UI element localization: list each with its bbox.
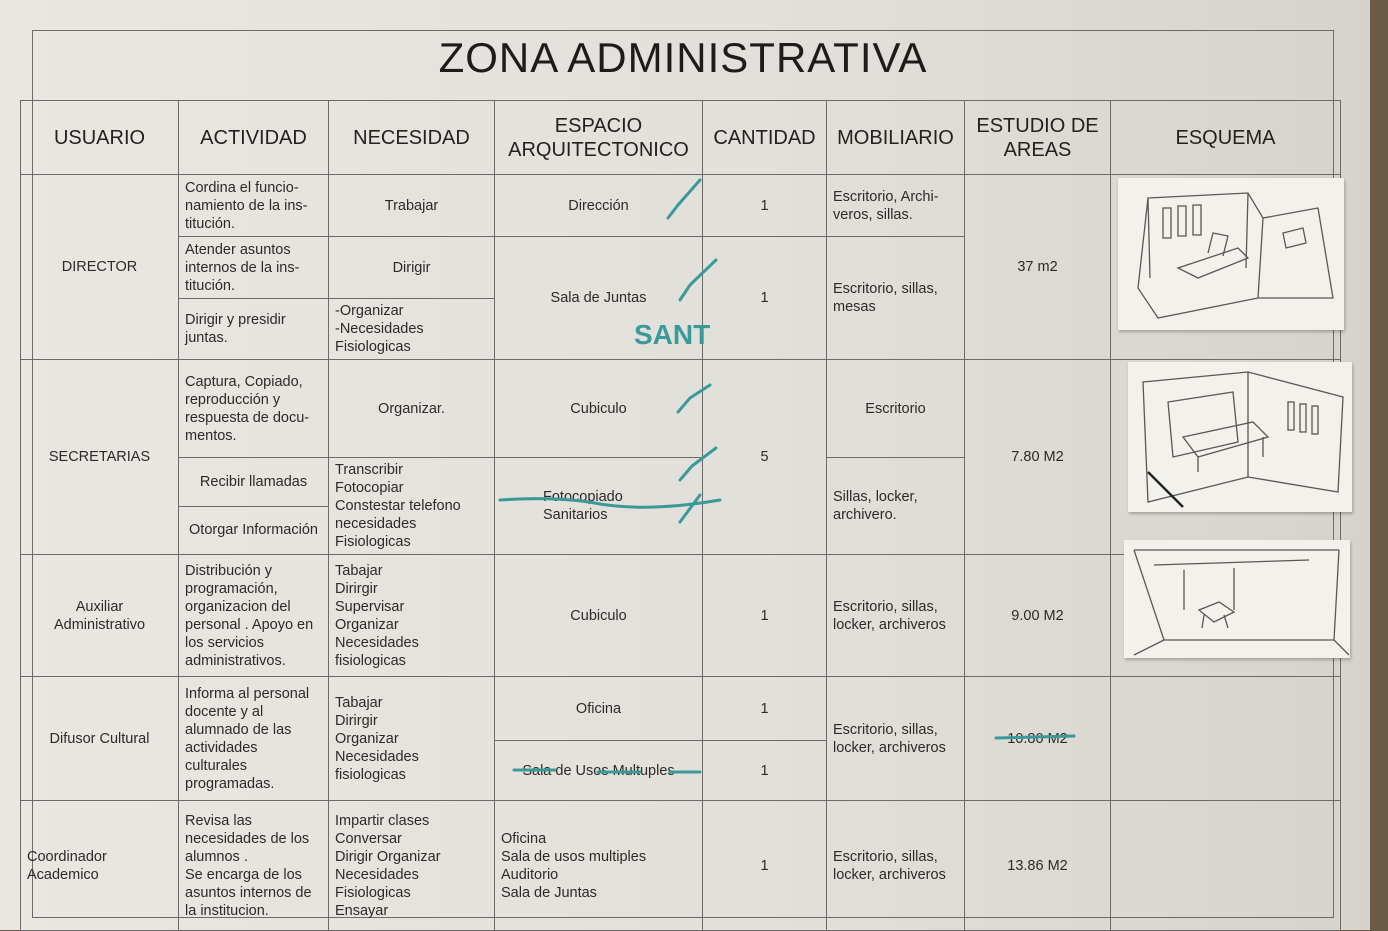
header-mobiliario: MOBILIARIO (827, 101, 965, 175)
user-coordinador: Coordinador Academico (21, 801, 179, 931)
activity-cell: Otorgar Información (179, 506, 329, 555)
need-cell: -Organizar -Necesidades Fisiologicas (329, 299, 495, 360)
quantity-cell: 5 (703, 360, 827, 555)
cubicle-sketch-drawing (1128, 362, 1352, 512)
page-title: ZONA ADMINISTRATIVA (438, 34, 928, 81)
header-row (21, 101, 1341, 175)
sketch-cell (1111, 801, 1341, 931)
activity-cell: Captura, Copiado, reproducción y respuesta de docu- mentos. (179, 360, 329, 458)
space-cell: Oficina Sala de usos multiples Auditorio Sala de Juntas (495, 801, 703, 931)
table-row (21, 801, 1341, 931)
area-cell: 37 m2 (965, 175, 1111, 360)
activity-cell: Cordina el funcio- namiento de la ins- titución. (179, 175, 329, 237)
space-cell: Cubiculo (495, 555, 703, 677)
space-cell: Sala de Usos Multuples (495, 741, 703, 801)
quantity-cell: 1 (703, 555, 827, 677)
need-cell: Tabajar Dirirgir Supervisar Organizar Necesidades fisiologicas (329, 555, 495, 677)
area-cell: 9.00 M2 (965, 555, 1111, 677)
header-esquema: ESQUEMA (1111, 101, 1341, 175)
quantity-cell: 1 (703, 677, 827, 741)
sketch-cell (1111, 677, 1341, 801)
area-cell: 10.80 M2 (965, 677, 1111, 801)
area-cell: 7.80 M2 (965, 360, 1111, 555)
furniture-cell: Escritorio, sillas, locker, archiveros (827, 677, 965, 801)
user-auxiliar: Auxiliar Administrativo (21, 555, 179, 677)
sketch-auxiliar-cubicle (1124, 540, 1350, 658)
furniture-cell: Escritorio, sillas, locker, archiveros (827, 555, 965, 677)
need-cell: Impartir clases Conversar Dirigir Organizar Necesidades Fisiologicas Ensayar (329, 801, 495, 931)
quantity-cell: 1 (703, 175, 827, 237)
activity-cell: Revisa las necesidades de los alumnos . Se encarga de los asuntos internos de la institucion. (179, 801, 329, 931)
activity-cell: Distribución y programación, organizacion del personal . Apoyo en los servicios administrativos. (179, 555, 329, 677)
furniture-cell: Escritorio (827, 360, 965, 458)
auxiliar-sketch-drawing (1124, 540, 1350, 658)
furniture-cell: Escritorio, Archi- veros, sillas. (827, 175, 965, 237)
header-actividad: ACTIVIDAD (179, 101, 329, 175)
table-row (21, 677, 1341, 741)
need-cell: Transcribir Fotocopiar Constestar telefono necesidades Fisiologicas (329, 458, 495, 555)
user-director: DIRECTOR (21, 175, 179, 360)
activity-cell: Dirigir y presidir juntas. (179, 299, 329, 360)
header-usuario: USUARIO (21, 101, 179, 175)
header-cantidad: CANTIDAD (703, 101, 827, 175)
furniture-cell: Sillas, locker, archivero. (827, 458, 965, 555)
need-cell: Trabajar (329, 175, 495, 237)
activity-cell: Atender asuntos internos de la ins- titución. (179, 237, 329, 299)
need-cell: Dirigir (329, 237, 495, 299)
user-difusor: Difusor Cultural (21, 677, 179, 801)
handwritten-annotation: SANT (634, 319, 711, 350)
quantity-cell: 1 (703, 741, 827, 801)
space-cell: Cubiculo (495, 360, 703, 458)
area-cell: 13.86 M2 (965, 801, 1111, 931)
space-cell: Sala de Juntas (495, 237, 703, 360)
sketch-secretary-cubicle (1128, 362, 1352, 512)
activity-cell: Recibir llamadas (179, 458, 329, 507)
space-cell: Dirección (495, 175, 703, 237)
user-secretarias: SECRETARIAS (21, 360, 179, 555)
header-necesidad: NECESIDAD (329, 101, 495, 175)
furniture-cell: Escritorio, sillas, locker, archiveros (827, 801, 965, 931)
header-espacio: ESPACIO ARQUITECTONICO (495, 101, 703, 175)
furniture-cell: Escritorio, sillas, mesas (827, 237, 965, 360)
quantity-cell: 1 (703, 801, 827, 931)
space-cell: Fotocopiado Sanitarios (495, 458, 703, 555)
need-cell: Organizar. (329, 360, 495, 458)
quantity-cell: 1 (703, 237, 827, 360)
office-sketch-drawing (1118, 178, 1344, 330)
sketch-director-office (1118, 178, 1344, 330)
space-cell: Oficina (495, 677, 703, 741)
activity-cell: Informa al personal docente y al alumnado de las actividades culturales programadas. (179, 677, 329, 801)
header-estudio: ESTUDIO DE AREAS (965, 101, 1111, 175)
need-cell: Tabajar Dirirgir Organizar Necesidades fisiologicas (329, 677, 495, 801)
